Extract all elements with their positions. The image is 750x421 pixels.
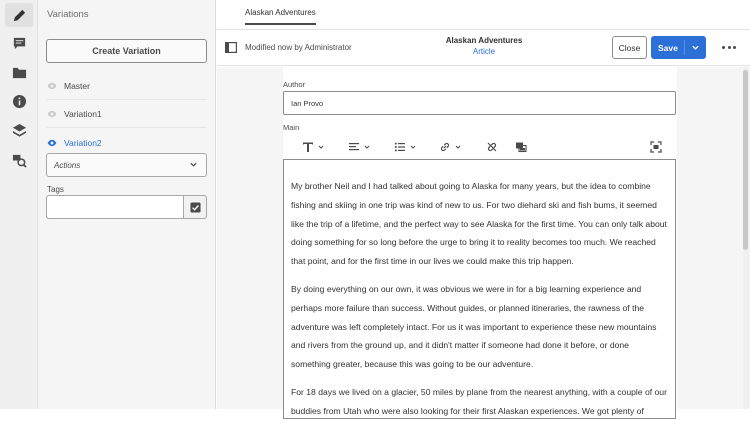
unlink-icon	[486, 141, 498, 153]
eye-icon	[47, 138, 57, 148]
assets-tool-button[interactable]	[5, 60, 33, 84]
save-divider	[684, 40, 685, 55]
modified-status: Modified now by Administrator	[245, 43, 352, 52]
actions-placeholder: Actions	[54, 160, 81, 170]
fullscreen-icon	[650, 141, 662, 153]
tab-alaskan-adventures[interactable]: Alaskan Adventures	[245, 8, 316, 25]
insert-asset-button[interactable]	[515, 140, 527, 154]
chevron-down-icon	[318, 144, 324, 150]
actions-select[interactable]	[46, 153, 207, 177]
more-dot	[722, 46, 725, 49]
tab-bar	[217, 0, 750, 30]
paragraph: My brother Neil and I had talked about going to Alaska for many years, but the idea to combine fishing and skiing in one trip was kind of new to us. For two diehard ski and fish bums, it seemed like the trip of a lifetime, and the perfect way to see Alaska for the first time. You can only talk about doing something for so long before the urge to bring it to reality becomes too much. We reached that point, and for the first time in our lives we could make this trip happen.	[291, 181, 667, 267]
paragraph: By doing everything on our own, it was obvious we were in for a big learning experience and perhaps more failure than success. Without guides, or planned itineraries, the rawness of the adventure was left completely intact. For us it was important to experience these new mountains and rivers from the ground up, and it didn't matter if someone had done it before, or done something greater, because this was going to be our adventure.	[291, 283, 657, 370]
tags-picker-button[interactable]	[183, 195, 207, 219]
variation-item-variation2[interactable]	[47, 129, 207, 156]
scrollbar-thumb[interactable]	[743, 70, 748, 250]
chevron-down-icon	[455, 144, 461, 150]
search-assets-icon	[12, 153, 27, 168]
more-dot	[728, 46, 731, 49]
variations-panel	[38, 0, 216, 409]
eye-icon	[47, 81, 57, 91]
layers-tool-button[interactable]	[5, 118, 33, 142]
main-label: Main	[283, 123, 300, 132]
more-options-button[interactable]	[722, 41, 736, 53]
justify-button[interactable]	[348, 140, 370, 154]
chevron-down-icon	[410, 144, 416, 150]
panel-title: Variations	[47, 9, 89, 20]
list-button[interactable]	[394, 140, 416, 154]
variation-label: Variation2	[64, 137, 102, 148]
fullscreen-button[interactable]	[650, 140, 662, 154]
paragraph-format-button[interactable]	[302, 140, 324, 154]
create-variation-button[interactable]: Create Variation	[46, 39, 207, 63]
save-button[interactable]	[651, 36, 706, 59]
chevron-down-icon[interactable]	[691, 43, 700, 52]
variation-item-variation1[interactable]	[47, 101, 207, 128]
variation-item-master[interactable]	[47, 73, 207, 100]
editor-toolbar	[217, 30, 750, 66]
layers-icon	[12, 123, 27, 138]
bulleted-list-icon	[394, 141, 406, 153]
text-format-icon	[302, 141, 314, 153]
folder-icon	[12, 65, 27, 80]
chevron-down-icon	[189, 160, 198, 169]
editor-main	[217, 0, 750, 416]
save-label: Save	[658, 42, 678, 53]
comments-tool-button[interactable]	[5, 31, 33, 55]
tags-label: Tags	[47, 185, 64, 194]
eye-icon	[47, 109, 57, 119]
info-tool-button[interactable]	[5, 89, 33, 113]
document-title: Alaskan Adventures	[445, 36, 523, 45]
comment-icon	[12, 36, 27, 51]
document-model-link[interactable]: Article	[472, 47, 496, 56]
tags-input[interactable]	[46, 195, 183, 219]
chevron-down-icon	[364, 144, 370, 150]
paragraph: For 18 days we lived on a glacier, 50 miles by plane from the nearest anything, with a couple of our buddies from Utah who were also looking for their first Alaskan experiences. We got plenty of	[291, 386, 667, 416]
edit-tool-button[interactable]	[5, 3, 33, 27]
unlink-button[interactable]	[486, 140, 498, 154]
tool-rail	[0, 0, 38, 409]
close-button[interactable]: Close	[612, 36, 647, 59]
author-field[interactable]: Ian Provo	[283, 91, 676, 115]
more-dot	[733, 46, 736, 49]
insert-asset-icon	[515, 141, 527, 153]
rich-text-toolbar	[283, 135, 676, 159]
variation-label: Master	[64, 81, 90, 91]
toggle-side-panel-icon[interactable]	[225, 42, 237, 53]
author-label: Author	[283, 80, 306, 89]
pencil-icon	[12, 8, 27, 23]
link-icon	[439, 141, 451, 153]
main-rich-text-editor[interactable]	[283, 159, 676, 419]
checkbox-icon	[190, 202, 201, 213]
link-button[interactable]	[439, 140, 461, 154]
variation-label: Variation1	[64, 109, 102, 119]
info-icon	[12, 94, 27, 109]
find-assets-tool-button[interactable]	[5, 148, 33, 172]
align-left-icon	[348, 141, 360, 153]
